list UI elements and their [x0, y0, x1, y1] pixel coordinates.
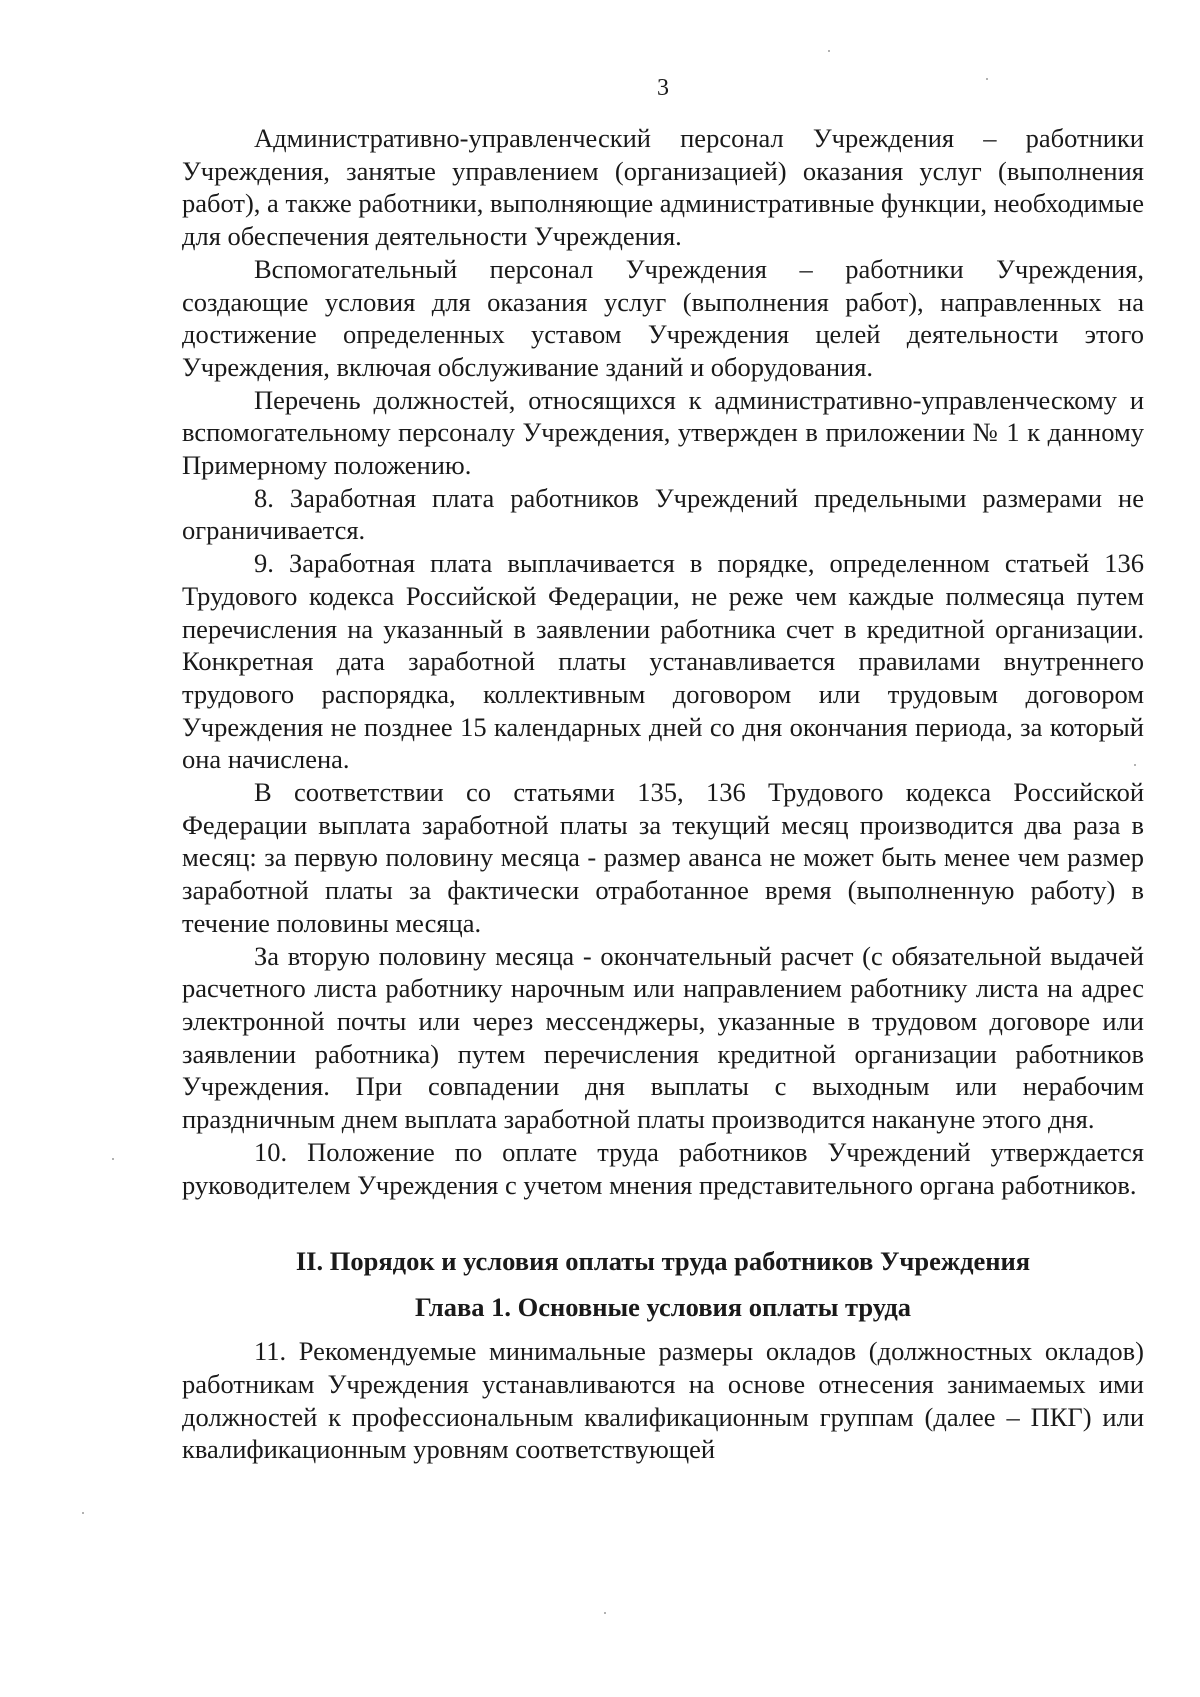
- paragraph-support-staff: Вспомогательный персонал Учреждения – работники Учреждения, создающие условия для оказания услуг (выполнения работ), направленных на достижение определенных уставом Учреждения целей деятельности этого Учреждения, включая обслуживание зданий и оборудования.: [182, 253, 1144, 382]
- section-heading: II. Порядок и условия оплаты труда работников Учреждения: [295, 1246, 1031, 1277]
- document-page: [182, 72, 1144, 1466]
- scan-speck: [986, 78, 988, 80]
- scan-speck: [604, 1612, 606, 1614]
- paragraph-payment-schedule: В соответствии со статьями 135, 136 Трудового кодекса Российской Федерации выплата заработной платы за текущий месяц производится два раза в месяц: за первую половину месяца - размер аванса не может быть менее чем размер заработной платы за фактически отработанное время (выполненную работу) в течение половины месяца.: [182, 777, 1144, 938]
- scan-speck: [1134, 764, 1136, 766]
- paragraph-item-11: 11. Рекомендуемые минимальные размеры окладов (должностных окладов) работникам Учреждения устанавливаются на основе отнесения занимаемых ими должностей к профессиональным квалификационным группам (далее – ПКГ) или квалификационным уровням соответствующей: [182, 1336, 1144, 1465]
- chapter-heading: Глава 1. Основные условия оплаты труда: [414, 1292, 911, 1323]
- paragraph-admin-staff: Административно-управленческий персонал Учреждения – работники Учреждения, занятые управлением (организацией) оказания услуг (выполнения работ), а также работники, выполняющие административные функции, необходимые для обеспечения деятельности Учреждения.: [182, 123, 1144, 252]
- paragraph-item-10: 10. Положение по оплате труда работников Учреждений утверждается руководителем Учреждения с учетом мнения представительного органа работников.: [182, 1136, 1144, 1200]
- paragraph-item-9: 9. Заработная плата выплачивается в порядке, определенном статьей 136 Трудового кодекса Российской Федерации, не реже чем каждые полмесяца путем перечисления на указанный в заявлении работника счет в кредитной организации. Конкретная дата заработной платы устанавливается правилами внутреннего трудового распорядка, коллективным договором или трудовым договором Учреждения не позднее 15 календарных дней со дня окончания периода, за который она начислена.: [182, 548, 1144, 775]
- paragraph-item-8: 8. Заработная плата работников Учреждений предельными размерами не ограничивается.: [182, 482, 1144, 546]
- scan-speck: [828, 50, 830, 52]
- scan-speck: [82, 1512, 84, 1514]
- scan-speck: [112, 1158, 114, 1160]
- page-number: 3: [657, 75, 669, 101]
- paragraph-positions-list: Перечень должностей, относящихся к административно-управленческому и вспомогательному персоналу Учреждения, утвержден в приложении № 1 к данному Примерному положению.: [182, 384, 1144, 481]
- paragraph-second-half-payment: За вторую половину месяца - окончательный расчет (с обязательной выдачей расчетного листа работнику нарочным или направлением работнику листа на адрес электронной почты или через мессенджеры, указанные в трудовом договоре или заявлении работника) путем перечисления кредитной организации работников Учреждения. При совпадении дня выплаты с выходным или нерабочим праздничным днем выплата заработной платы производится накануне этого дня.: [182, 940, 1144, 1135]
